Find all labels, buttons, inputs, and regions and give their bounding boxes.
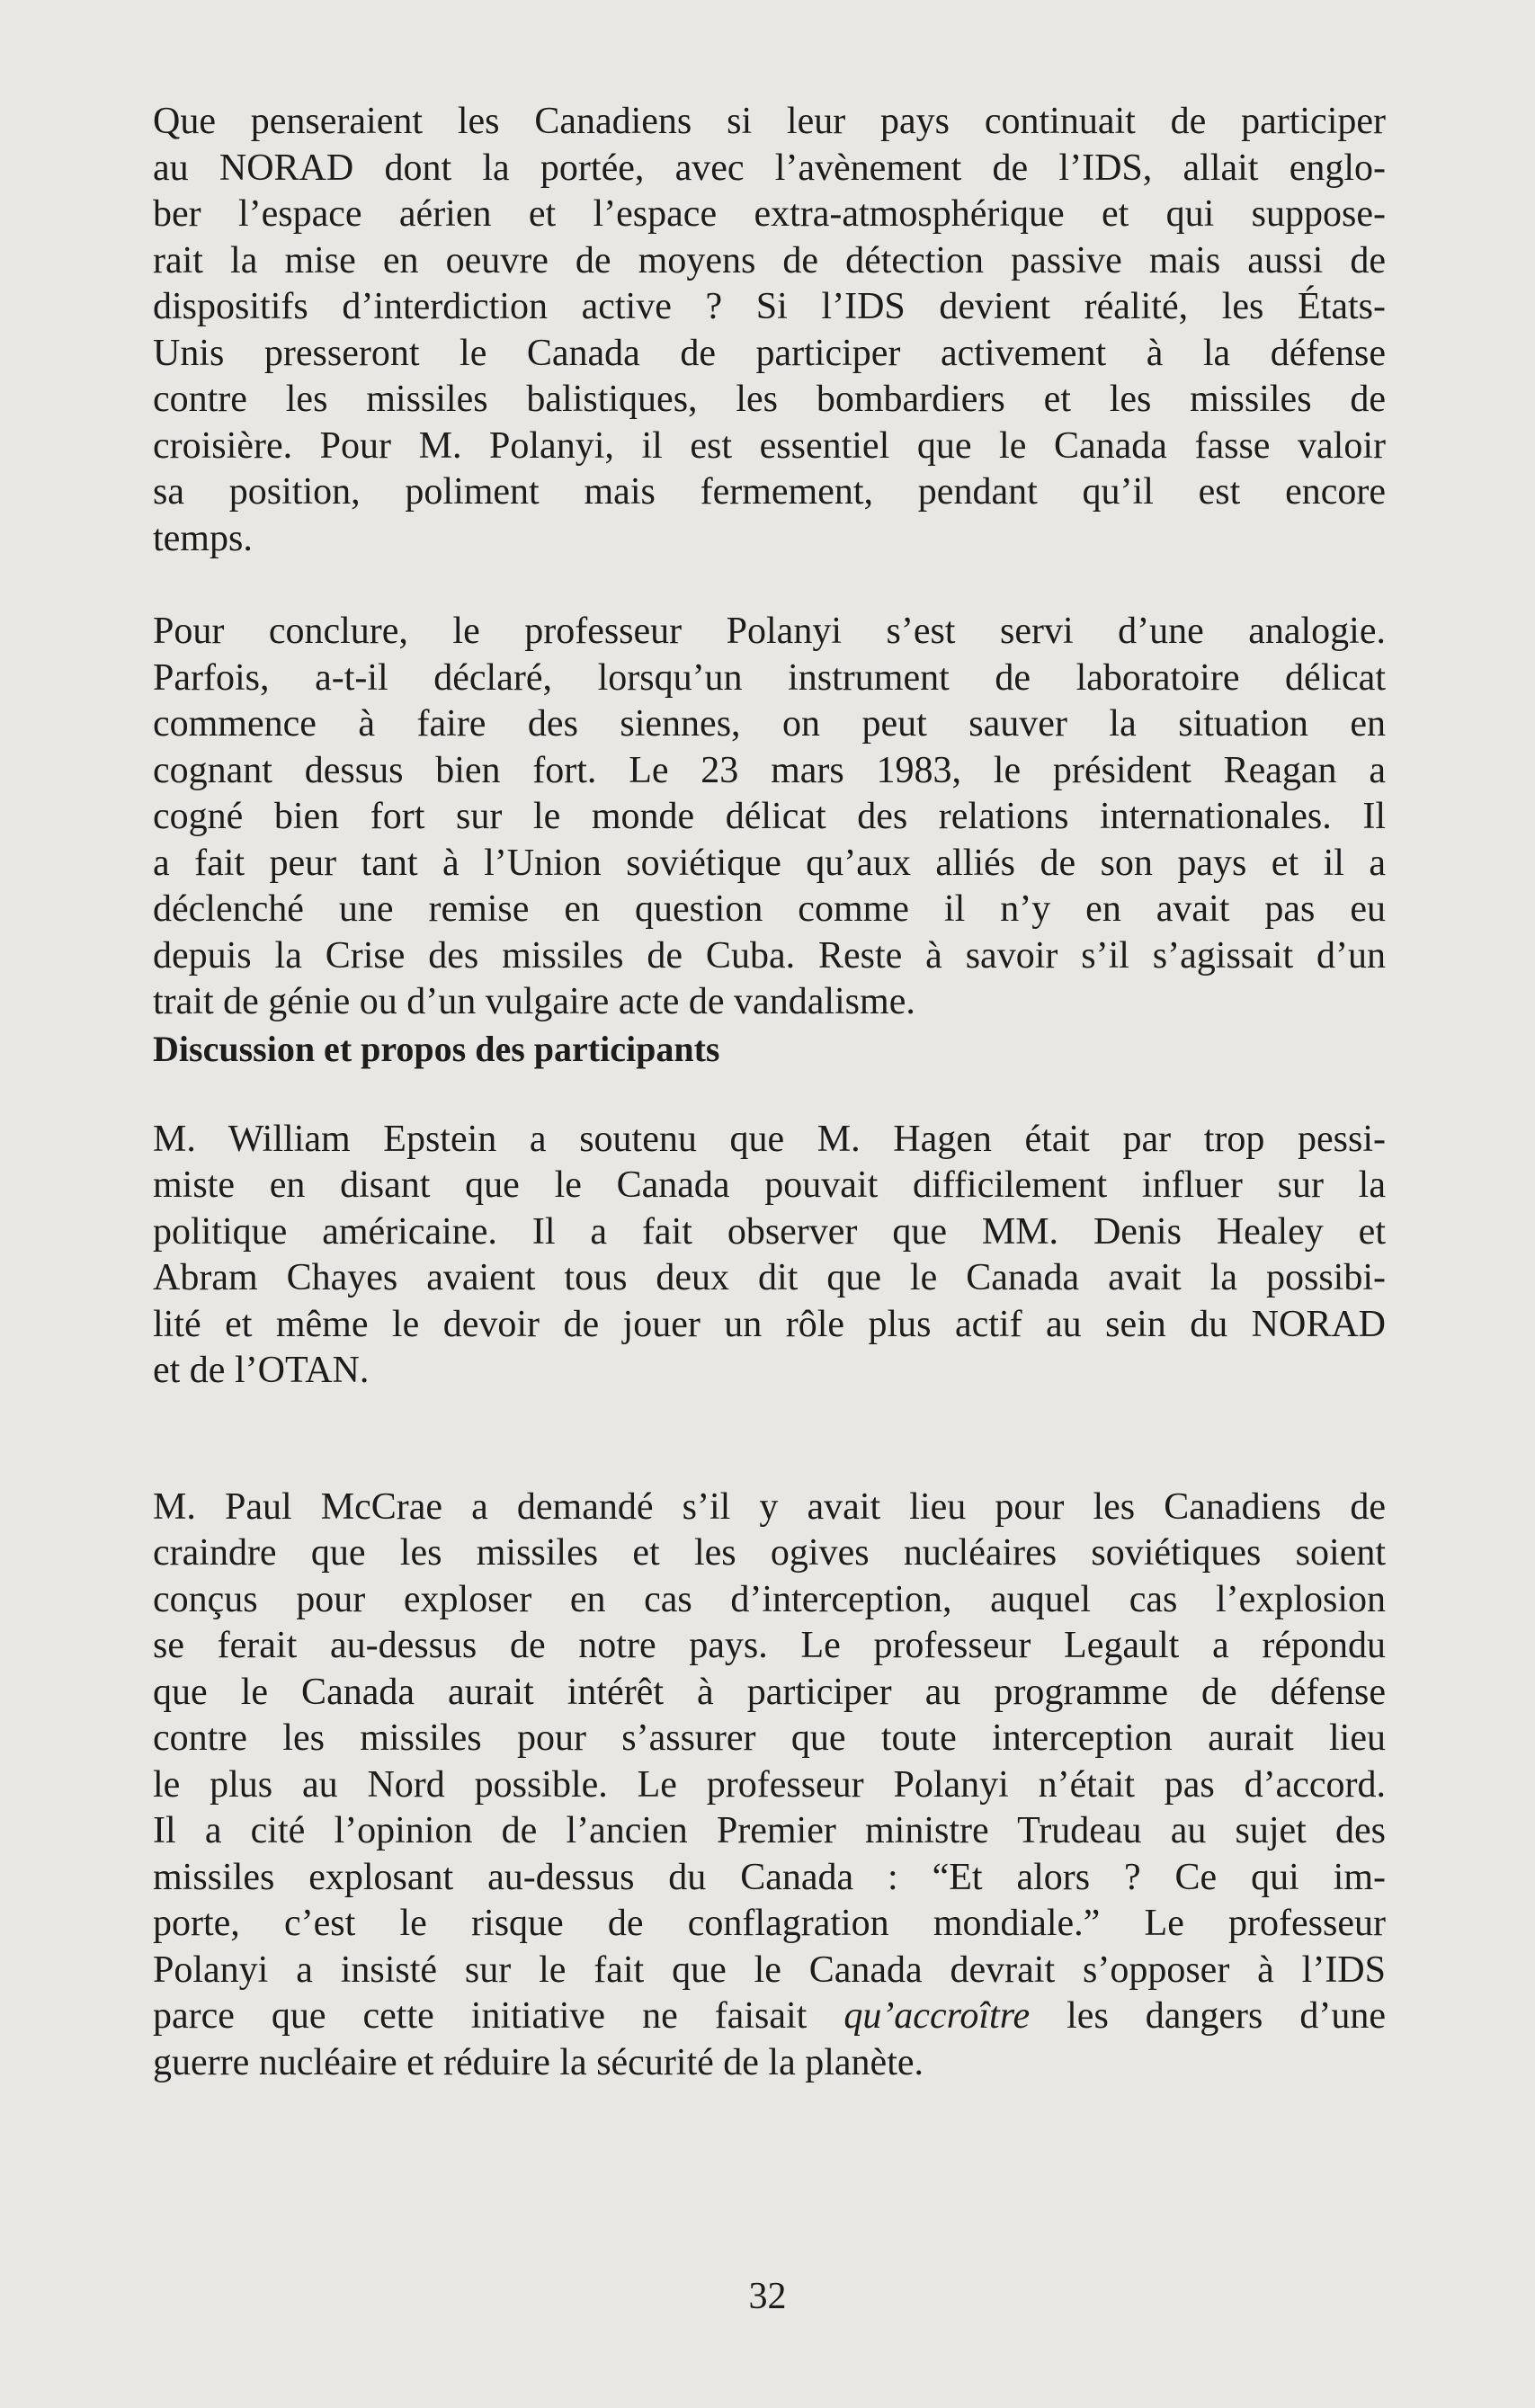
text-line: conçus pour exploser en cas d’interception, auquel cas l’explosion (153, 1578, 1386, 1620)
text-line: le plus au Nord possible. Le professeur Polanyi n’était pas d’accord. (153, 1763, 1386, 1806)
text-line: craindre que les missiles et les ogives nucléaires soviétiques soient (153, 1532, 1386, 1574)
text-segment: les dangers d’une (1030, 1995, 1387, 2037)
text-line: croisière. Pour M. Polanyi, il est essentiel que le Canada fasse valoir (153, 424, 1386, 467)
text-line: Que penseraient les Canadiens si leur pays continuait de participer (153, 101, 1386, 142)
text-line: M. William Epstein a soutenu que M. Hagen était par trop pessi- (153, 1118, 1386, 1160)
text-line: et de l’OTAN. (153, 1350, 370, 1391)
text-line: temps. (153, 517, 253, 559)
page-number: 32 (748, 2276, 787, 2317)
text-line: dispositifs d’interdiction active ? Si l’IDS devient réalité, les États- (153, 286, 1386, 327)
text-line: se ferait au-dessus de notre pays. Le professeur Legault a répondu (153, 1625, 1386, 1666)
text-line: politique américaine. Il a fait observer que MM. Denis Healey et (153, 1210, 1386, 1253)
text-line-with-italic (153, 1993, 1386, 2040)
text-line: miste en disant que le Canada pouvait difficilement influer sur la (153, 1164, 1386, 1206)
text-line: cogné bien fort sur le monde délicat des relations internationales. Il (153, 796, 1386, 837)
paragraph-mccrae (153, 1485, 1386, 2087)
text-line: trait de génie ou d’un vulgaire acte de vandalisme. (153, 981, 915, 1022)
text-line: contre les missiles pour s’assurer que toute interception aurait lieu (153, 1717, 1386, 1759)
text-line: Polanyi a insisté sur le fait que le Canada devrait s’opposer à l’IDS (153, 1949, 1386, 1991)
text-line: au NORAD dont la portée, avec l’avènement de l’IDS, allait englo- (153, 147, 1386, 189)
text-line: sa position, poliment mais fermement, pendant qu’il est encore (153, 471, 1386, 513)
text-line: guerre nucléaire et réduire la sécurité de la planète. (153, 2041, 924, 2083)
text-segment: parce que cette initiative ne faisait (153, 1995, 844, 2037)
text-line: a fait peur tant à l’Union soviétique qu’aux alliés de son pays et il a (153, 842, 1386, 884)
text-line: Parfois, a-t-il déclaré, lorsqu’un instrument de laboratoire délicat (153, 656, 1386, 699)
text-line: depuis la Crise des missiles de Cuba. Reste à savoir s’il s’agissait d’un (153, 934, 1386, 977)
text-line: Pour conclure, le professeur Polanyi s’est servi d’une analogie. (153, 611, 1386, 652)
text-line: Abram Chayes avaient tous deux dit que le Canada avait la possibi- (153, 1257, 1386, 1298)
text-line: porte, c’est le risque de conflagration mondiale.” Le professeur (153, 1903, 1386, 1944)
text-line: que le Canada aurait intérêt à participer au programme de défense (153, 1671, 1386, 1713)
text-line: commence à faire des siennes, on peut sauver la situation en (153, 703, 1386, 745)
text-line: lité et même le devoir de jouer un rôle plus actif au sein du NORAD (153, 1303, 1386, 1345)
text-line: Unis presseront le Canada de participer activement à la défense (153, 332, 1386, 374)
text-line: contre les missiles balistiques, les bombardiers et les missiles de (153, 379, 1386, 420)
text-line: missiles explosant au-dessus du Canada : “Et alors ? Ce qui im- (153, 1856, 1386, 1898)
section-heading: Discussion et propos des participants (153, 1028, 720, 1069)
text-line: Il a cité l’opinion de l’ancien Premier ministre Trudeau au sujet des (153, 1810, 1386, 1851)
text-line: M. Paul McCrae a demandé s’il y avait lieu pour les Canadiens de (153, 1485, 1386, 1528)
paragraph-norad (153, 99, 1386, 562)
italic-emphasis: qu’accroître (843, 1995, 1031, 2037)
paragraph-epstein (153, 1117, 1386, 1395)
text-line: déclenché une remise en question comme il n’y en avait pas eu (153, 888, 1386, 930)
text-line: rait la mise en oeuvre de moyens de détection passive mais aussi de (153, 239, 1386, 281)
text-line: ber l’espace aérien et l’espace extra-atmosphérique et qui suppose- (153, 193, 1386, 235)
text-line: cognant dessus bien fort. Le 23 mars 1983, le président Reagan a (153, 749, 1386, 791)
paragraph-conclusion (153, 609, 1386, 1026)
